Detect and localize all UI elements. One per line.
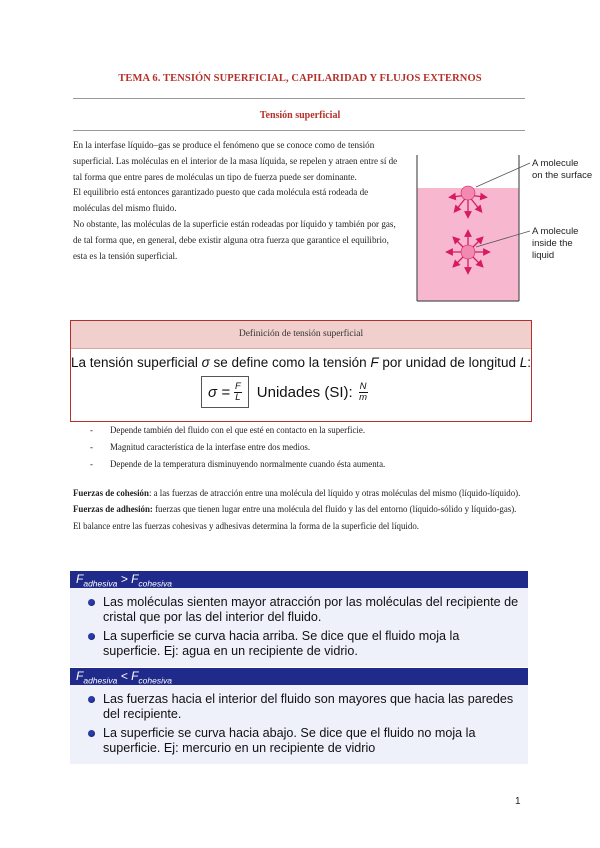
adhesion-label: Fuerzas de adhesión: <box>73 504 153 515</box>
adhesion-text: fuerzas que tienen lugar entre una molécula del fluido y las del entorno (líquido-sólido y líquido-gas). <box>152 504 517 515</box>
force-symbol: F <box>370 355 379 370</box>
list-item: Las moléculas sienten mayor atracción por las moléculas del recipiente de cristal que por las del interior del fluido. <box>88 595 520 625</box>
intro-paragraph: El equilibrio está entonces garantizado puesto que cada molécula está rodeada de moléculas del mismo fluido. <box>73 187 369 214</box>
adhesion-less-box <box>70 668 528 764</box>
list-item: - Depende de la temperatura disminuyendo normalmente cuando ésta aumenta. <box>90 456 530 473</box>
cohesion-text: : a las fuerzas de atracción entre una molécula del líquido y otras moléculas del mismo (líquido-líquido). <box>148 488 521 498</box>
adhesion-paragraph <box>73 501 533 517</box>
definition-header: Definición de tensión superficial <box>71 321 531 349</box>
list-item: La superficie se curva hacia arriba. Se dice que el fluido moja la superficie. Ej: agua en un recipiente de vidrio. <box>88 629 520 659</box>
units-numerator: N <box>359 380 367 392</box>
definition-box <box>70 320 532 422</box>
bullet-icon <box>88 730 95 737</box>
formula-row <box>201 375 368 409</box>
list-item: Las fuerzas hacia el interior del fluido son mayores que hacia las paredes del recipiente. <box>88 692 520 722</box>
inside-label: liquid <box>532 250 555 261</box>
cohesion-label: Fuerzas de cohesión <box>73 488 149 498</box>
section-title: Tensión superficial <box>259 110 341 121</box>
units-label: Unidades (SI): <box>256 383 353 401</box>
list-item: - Depende también del fluido con el que esté en contacto en la superficie. <box>90 422 530 439</box>
intro-paragraph: No obstante, las moléculas de la superficie están rodeadas por líquido y también por gas, de tal forma que, en general, debe existir alguna otra fuerza que garantice el equilibrio, esta es la tensión superficial. <box>73 218 396 261</box>
definition-text-part: se define como la tensión <box>209 355 371 370</box>
bullet-marker: - <box>90 442 93 452</box>
molecules-diagram <box>412 155 600 305</box>
page-number: 1 <box>515 796 521 807</box>
formula-numerator: F <box>234 380 241 392</box>
intro-paragraph: En la interfase líquido–gas se produce el fenómeno que se conoce como de tensión superficial. Las moléculas en el interior de la masa líquida, se repelen y atraen entre sí de tal forma que entre pares de moléculas un tipo de fuerza puede ser dominante. <box>73 140 398 182</box>
comparison-header: $F_{adhesiva} > F_{cohesiva}$ <box>70 571 528 588</box>
inside-label: inside the <box>532 238 573 249</box>
length-symbol: L <box>519 355 528 370</box>
surface-tension-figure <box>412 155 600 305</box>
definition-text <box>71 355 531 370</box>
bullet-icon <box>88 633 95 640</box>
comparison-body <box>70 685 528 764</box>
cohesion-paragraph <box>73 485 533 501</box>
bullet-icon <box>88 696 95 703</box>
bullet-marker: - <box>90 459 93 469</box>
inside-label: A molecule <box>532 226 579 237</box>
comparison-body <box>70 588 528 667</box>
bullet-icon <box>88 599 95 606</box>
adhesion-greater-box <box>70 571 528 667</box>
comparison-header: $F_{adhesiva} < F_{cohesiva}$ <box>70 668 528 685</box>
units-denominator: m <box>359 391 368 403</box>
formula-box <box>201 376 249 408</box>
units-fraction <box>359 382 368 403</box>
bullet-marker: - <box>90 425 93 435</box>
sigma-symbol: σ <box>201 355 210 370</box>
surface-label: on the surface <box>532 170 593 181</box>
surface-label: A molecule <box>532 158 579 169</box>
list-item: - Magnitud característica de la interfase entre dos medios. <box>90 439 530 456</box>
formula-lhs: σ = <box>208 383 230 401</box>
surface-leader-line <box>476 163 530 187</box>
definition-text-part: : <box>527 355 531 370</box>
formula-denominator: L <box>235 391 241 403</box>
property-list <box>90 422 530 473</box>
section-rule <box>73 130 525 131</box>
forces-text <box>73 485 533 534</box>
title-rule <box>73 98 525 99</box>
formula-fraction <box>234 382 242 403</box>
balance-paragraph: El balance entre las fuerzas cohesivas y adhesivas determina la forma de la superficie del líquido. <box>73 520 419 531</box>
intro-text <box>73 138 403 264</box>
definition-text-part: La tensión superficial <box>71 355 202 370</box>
list-item: La superficie se curva hacia abajo. Se dice que el fluido no moja la superficie. Ej: mercurio en un recipiente de vidrio <box>88 726 520 756</box>
document-title: TEMA 6. TENSIÓN SUPERFICIAL, CAPILARIDAD Y FLUJOS EXTERNOS <box>118 73 482 84</box>
definition-text-part: por unidad de longitud <box>378 355 520 370</box>
